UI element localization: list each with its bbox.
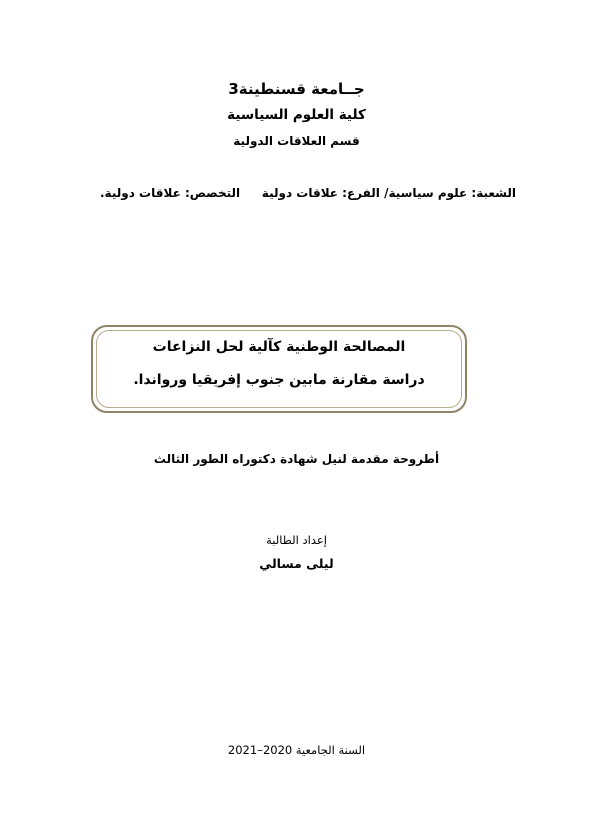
specialty-line: التخصص: علاقات دولية.: [100, 186, 241, 200]
thesis-title: المصالحة الوطنية كآلية لحل النزاعات: [152, 339, 406, 355]
thesis-subtitle: دراسة مقارنة مابين جنوب إفريقيا ورواندا.: [133, 372, 425, 388]
academic-year: السنة الجامعية 2020–2021: [227, 743, 366, 757]
branch-line: الشعبة: علوم سياسية/ الفرع: علاقات دولية: [261, 186, 516, 200]
university-name: جــامعة قسنطينة3: [228, 80, 365, 98]
student-name: ليلى مسالي: [259, 556, 334, 571]
prepared-by-label: إعداد الطالبة: [266, 533, 327, 547]
department-name: قسم العلاقات الدولية: [233, 134, 360, 148]
faculty-name: كلية العلوم السياسية: [227, 107, 366, 123]
thesis-statement: أطروحة مقدمة لنيل شهادة دكتوراه الطور الثالث: [153, 452, 440, 466]
